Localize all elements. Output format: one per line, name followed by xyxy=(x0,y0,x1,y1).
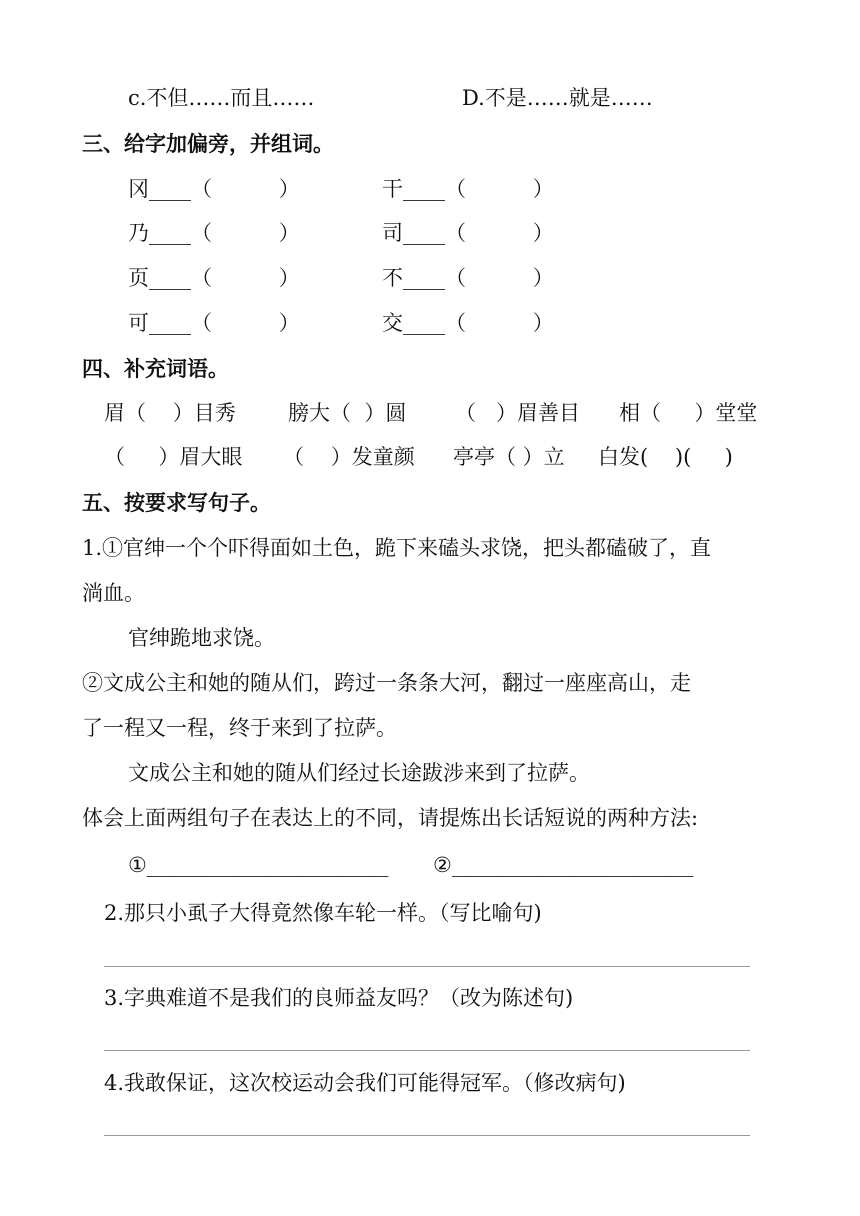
radical-item: 页____（ ） xyxy=(128,266,300,290)
radical-item: 交____（ ） xyxy=(382,311,554,335)
question-2: 2.那只小虱子大得竟然像车轮一样。（写比喻句) xyxy=(104,901,542,925)
answer-line[interactable] xyxy=(104,1050,750,1051)
radical-item: 冈____（ ） xyxy=(128,177,300,201)
question-3: 3.字典难道不是我们的良师益友吗？（改为陈述句) xyxy=(104,986,574,1010)
radical-item: 干____（ ） xyxy=(382,177,554,201)
question-1-short: 文成公主和她的随从们经过长途跋涉来到了拉萨。 xyxy=(128,761,590,785)
idiom-blank: 膀大（ ）圆 xyxy=(288,401,407,425)
radical-item: 不____（ ） xyxy=(382,266,554,290)
idiom-blank: （ ）眉大眼 xyxy=(104,445,243,469)
question-1-sentence: 淌血。 xyxy=(82,581,145,605)
option-c: c.不但……而且…… xyxy=(128,86,315,110)
question-1-short: 官绅跪地求饶。 xyxy=(128,626,275,650)
idiom-blank: （ ）眉善目 xyxy=(455,401,581,425)
question-1-sentence: 了一程又一程，终于来到了拉萨。 xyxy=(82,716,397,740)
section4-title: 四、补充词语。 xyxy=(82,356,229,381)
question-1-sentence: 1.①官绅一个个吓得面如土色，跪下来磕头求饶，把头都磕破了，直 xyxy=(82,536,712,560)
answer-blank[interactable]: ①_______________________ xyxy=(128,853,389,877)
answer-line[interactable] xyxy=(104,966,750,967)
section3-title: 三、给字加偏旁，并组词。 xyxy=(82,131,334,156)
idiom-blank: 白发( )( ) xyxy=(598,445,733,469)
radical-item: 司____（ ） xyxy=(382,221,554,245)
option-d: D.不是……就是…… xyxy=(462,86,653,110)
idiom-blank: （ ）发童颜 xyxy=(283,445,415,469)
radical-item: 可____（ ） xyxy=(128,311,300,335)
question-4: 4.我敢保证，这次校运动会我们可能得冠军。（修改病句) xyxy=(104,1071,626,1095)
question-1-sentence: ②文成公主和她的随从们，跨过一条条大河，翻过一座座高山，走 xyxy=(82,671,691,695)
idiom-blank: 相（ ）堂堂 xyxy=(619,401,758,425)
answer-line[interactable] xyxy=(104,1135,750,1136)
radical-item: 乃____（ ） xyxy=(128,221,300,245)
idiom-blank: 眉（ ）目秀 xyxy=(104,401,236,425)
idiom-blank: 亭亭（ ）立 xyxy=(453,445,565,469)
answer-blank[interactable]: ②_______________________ xyxy=(433,853,694,877)
section5-title: 五、按要求写句子。 xyxy=(82,490,271,515)
question-1-prompt: 体会上面两组句子在表达上的不同，请提炼出长话短说的两种方法: xyxy=(82,806,699,830)
